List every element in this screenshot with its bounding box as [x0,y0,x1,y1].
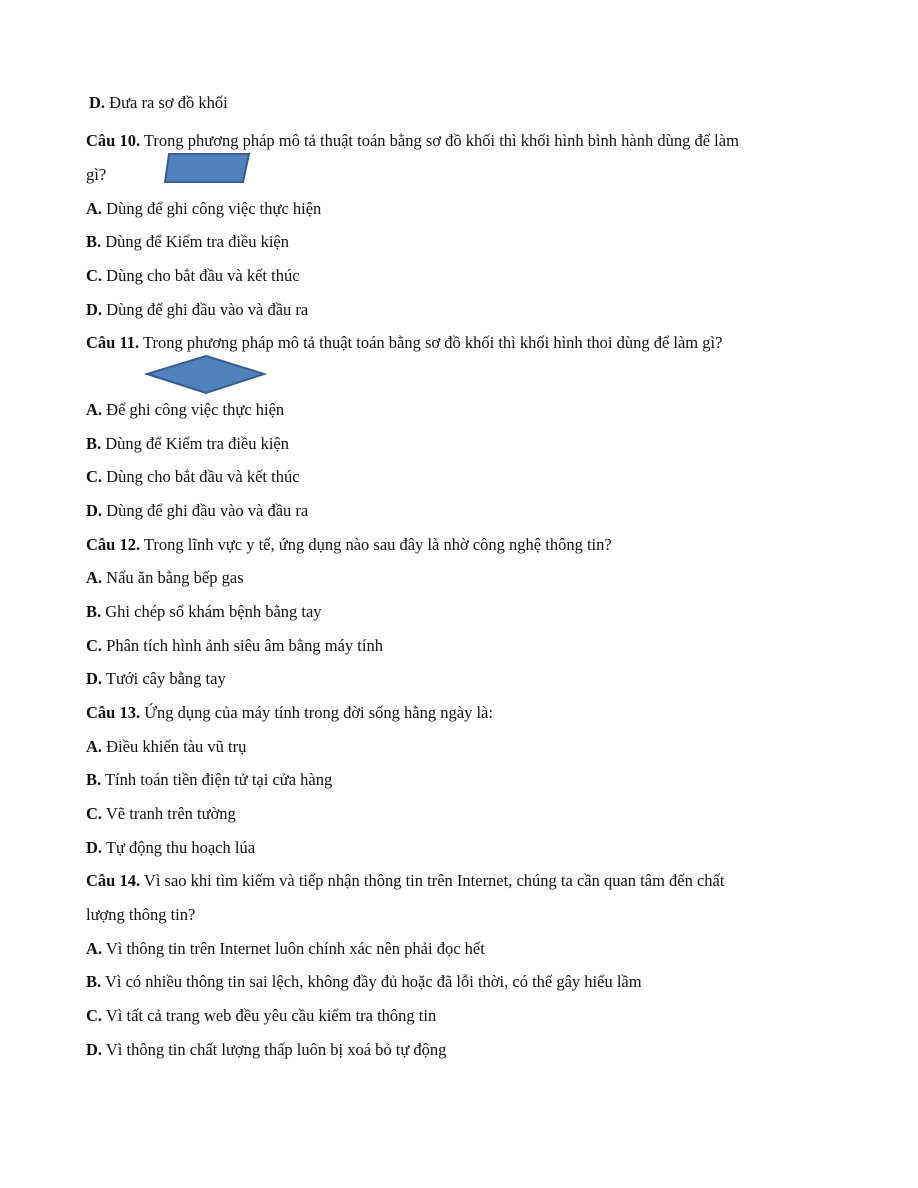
q13-option-c [86,804,236,824]
option-text: Điều khiển tàu vũ trụ [106,737,247,756]
option-label: D. [86,501,103,520]
question-12 [86,535,612,555]
option-label: D. [86,300,103,319]
question-10-continuation [86,165,106,185]
option-label: C. [86,467,103,486]
question-text: Trong phương pháp mô tả thuật toán bằng sơ đồ khối thì khối hình thoi dùng để làm gì? [143,333,723,352]
option-text: Để ghi công việc thực hiện [106,400,285,419]
option-text: Dùng để ghi đầu vào và đầu ra [106,501,309,520]
q12-option-c [86,636,383,656]
q10-option-c [86,266,300,286]
q12-option-b [86,602,322,622]
question-label: Câu 13. [86,703,141,722]
option-label: D. [86,1040,103,1059]
option-label: A. [86,400,103,419]
option-label: C. [86,804,103,823]
option-text: Nấu ăn bằng bếp gas [106,568,244,587]
question-text: gì? [86,165,107,184]
q14-option-c [86,1006,436,1026]
option-text: Vì thông tin trên Internet luôn chính xác nên phải đọc hết [105,939,485,958]
diamond-shape [144,354,268,396]
option-label: C. [86,1006,103,1025]
question-14 [86,871,724,891]
q11-option-c [86,467,300,487]
option-label: A. [86,199,103,218]
question-text: lượng thông tin? [86,905,196,924]
q10-option-b [86,232,289,252]
q10-option-a [86,199,321,219]
option-text: Tính toán tiền điện tử tại cửa hàng [104,770,333,789]
option-text: Dùng cho bắt đầu và kết thúc [106,467,300,486]
q12-option-a [86,568,244,588]
question-11 [86,333,722,353]
option-label: D. [86,669,103,688]
option-label: A. [86,939,103,958]
option-text: Vẽ tranh trên tường [105,804,236,823]
q13-option-d [86,838,255,858]
q14-option-b [86,972,642,992]
q11-option-a [86,400,284,420]
option-text: Tưới cây bằng tay [105,669,226,688]
q9-option-d [89,93,228,113]
option-text: Phân tích hình ảnh siêu âm bằng máy tính [106,636,383,655]
q11-option-d [86,501,308,521]
q13-option-b [86,770,332,790]
question-13 [86,703,493,723]
option-label: C. [86,266,103,285]
q14-option-a [86,939,485,959]
question-text: Vì sao khi tìm kiếm và tiếp nhận thông tin trên Internet, chúng ta cần quan tâm đến chất [143,871,725,890]
option-text: Dùng để ghi công việc thực hiện [106,199,322,218]
question-text: Trong lĩnh vực y tế, ứng dụng nào sau đây là nhờ công nghệ thông tin? [143,535,612,554]
option-text: Dùng để Kiểm tra điều kiện [105,434,290,453]
question-label: Câu 12. [86,535,141,554]
q13-option-a [86,737,246,757]
option-label: B. [86,232,102,251]
option-text: Dùng để ghi đầu vào và đầu ra [106,300,309,319]
question-text: Ứng dụng của máy tính trong đời sống hằng ngày là: [144,703,493,722]
question-label: Câu 11. [86,333,140,352]
q14-option-d [86,1040,446,1060]
option-label: A. [86,737,103,756]
question-14-continuation [86,905,195,925]
option-text: Vì có nhiều thông tin sai lệch, không đầy đủ hoặc đã lỗi thời, có thể gây hiểu lầm [104,972,642,991]
option-label: D. [89,93,106,112]
parallelogram-shape [162,152,252,186]
q11-option-b [86,434,289,454]
option-text: Ghi chép sổ khám bệnh bằng tay [105,602,322,621]
question-label: Câu 14. [86,871,141,890]
option-text: Vì tất cả trang web đều yêu cầu kiểm tra thông tin [105,1006,437,1025]
option-text: Đưa ra sơ đồ khối [109,93,228,112]
q10-option-d [86,300,308,320]
option-text: Dùng để Kiểm tra điều kiện [105,232,290,251]
option-label: B. [86,972,102,991]
option-label: B. [86,602,102,621]
option-label: B. [86,770,102,789]
option-label: D. [86,838,103,857]
option-label: A. [86,568,103,587]
option-label: B. [86,434,102,453]
question-text: Trong phương pháp mô tả thuật toán bằng sơ đồ khối thì khối hình bình hành dùng để làm [143,131,739,150]
option-text: Vì thông tin chất lượng thấp luôn bị xoá bỏ tự động [105,1040,447,1059]
question-10 [86,131,739,151]
option-text: Dùng cho bắt đầu và kết thúc [106,266,300,285]
question-label: Câu 10. [86,131,141,150]
option-label: C. [86,636,103,655]
option-text: Tự động thu hoạch lúa [105,838,256,857]
q12-option-d [86,669,226,689]
